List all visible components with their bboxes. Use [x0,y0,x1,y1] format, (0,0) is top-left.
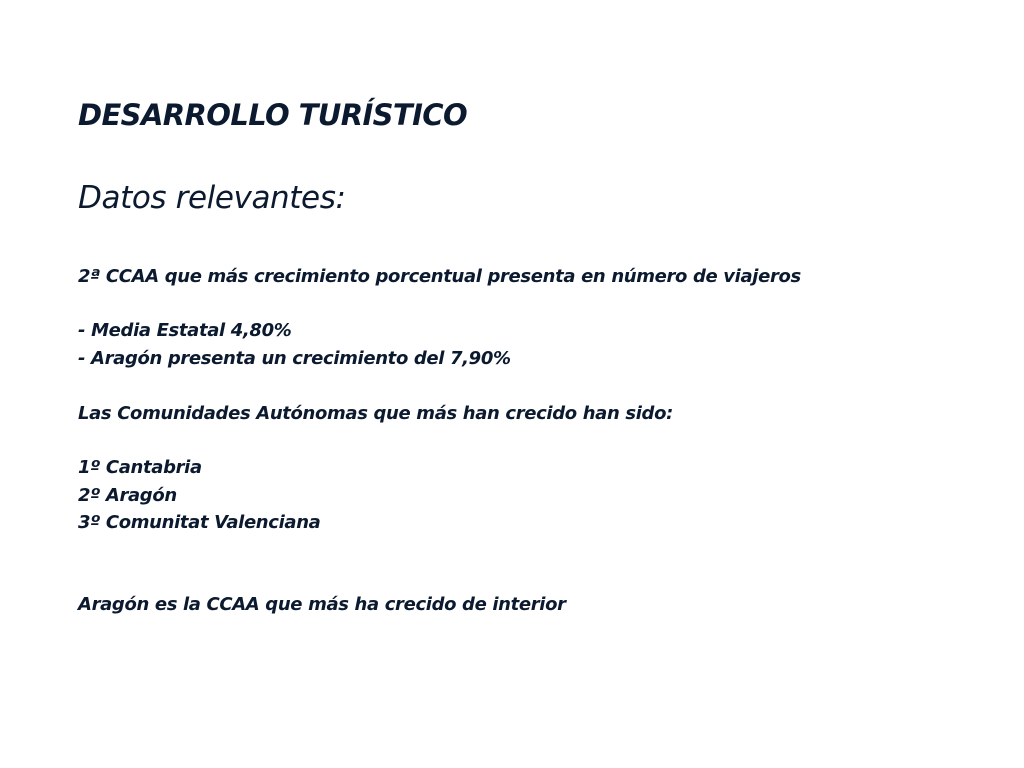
bullet-dash: - [78,320,86,341]
ranking-item-1: 1º Cantabria [78,457,202,478]
slide-title: DESARROLLO TURÍSTICO [78,98,468,132]
ranking-item-3: 3º Comunitat Valenciana [78,512,321,533]
growth-statement: 2ª CCAA que más crecimiento porcentual presenta en número de viajeros [78,266,801,287]
slide-subtitle: Datos relevantes: [78,180,346,216]
media-estatal-line [78,320,291,342]
aragon-growth-line: - Aragón presenta un crecimiento del 7,90% [78,348,511,369]
ranking-item-2: 2º Aragón [78,485,177,506]
conclusion: Aragón es la CCAA que más ha crecido de interior [78,594,566,615]
media-estatal-text: Media Estatal 4,80% [91,320,292,341]
ranking-intro: Las Comunidades Autónomas que más han crecido han sido: [78,403,673,424]
